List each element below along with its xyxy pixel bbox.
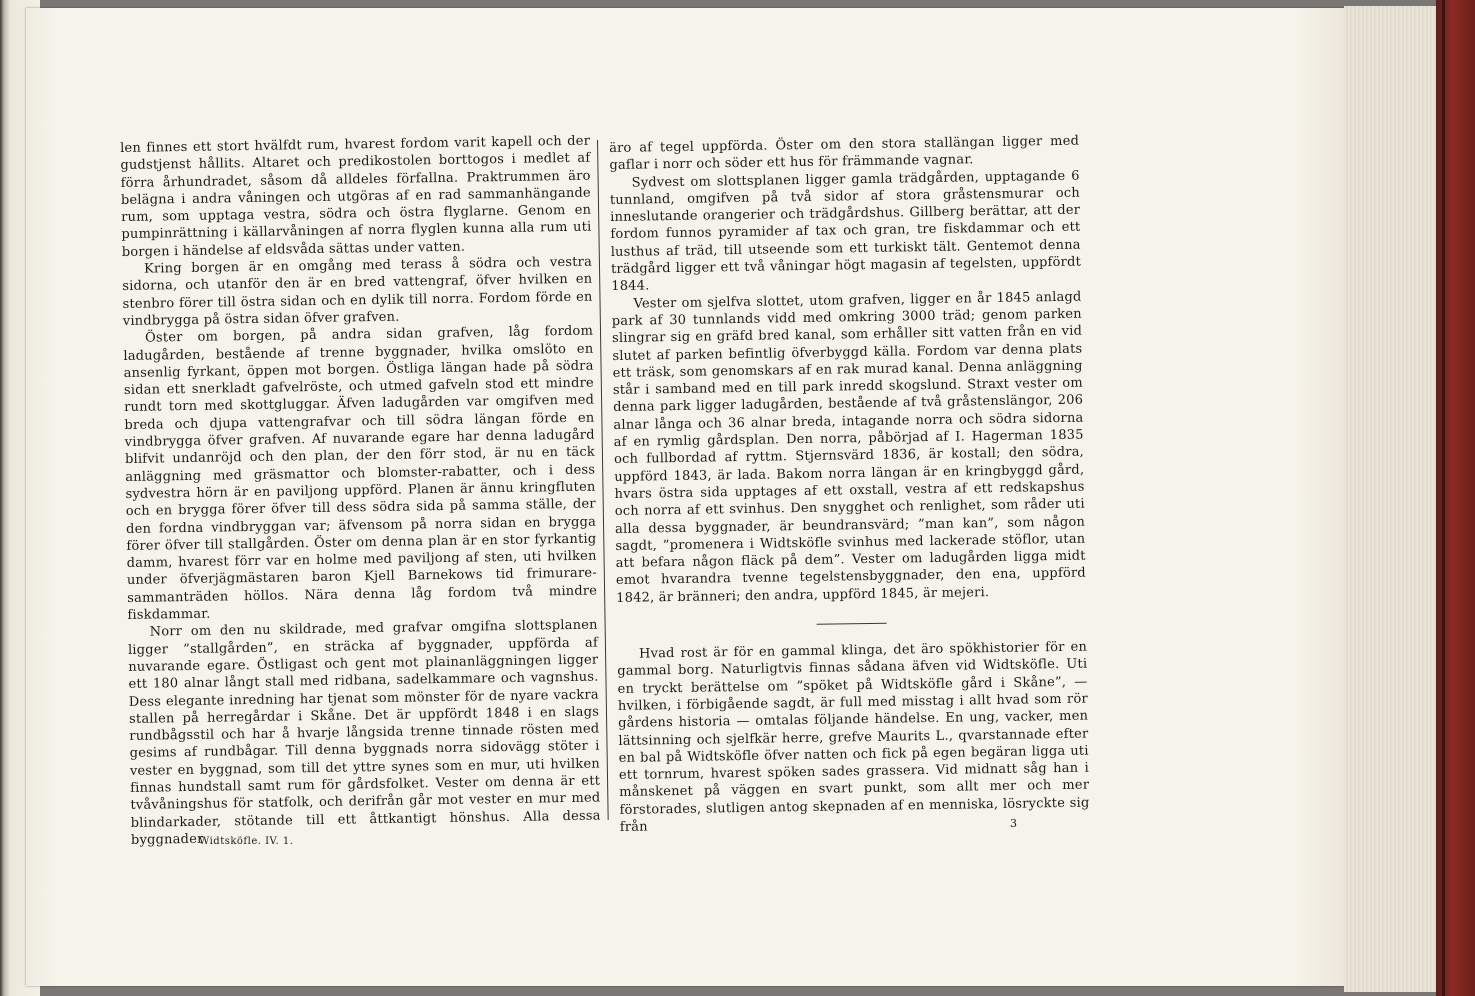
paragraph: Kring borgen är en omgång med terass å södra och vestra sidorna, och utanför den är en bred vattengraf, öfver hvilken en stenbro förer till östra sidan och en dylik till norra. Fordom förde en vindbrygga på östra sidan öfver grafven. — [122, 254, 593, 329]
paragraph: Öster om borgen, på andra sidan grafven, låg fordom ladugården, bestående af trenne byggnader, hvilka omslöto en ansenlig fyrkant, öppen mot borgen. Östliga längan hade på södra sidan ett snerkladt gafvelröste, och utmed gafveln stod ett mindre rundt torn med skottgluggar. Äfven ladugården var omgifven med breda och djupa vattengrafvar och till södra längan förde en vindbrygga öfver grafven. Af nuvarande egare har denna ladugård blifvit undanröjd och den plan, der den förr stod, är nu en täck anläggning med gräsmattor och blomster-rabatter, och i dess sydvestra hörn är en paviljong uppförd. Planen är ännu kringfluten och en brygga förer öfver till dess södra sida på samma ställe, der den fordna vindbryggan var; äfvensom på norra sidan en brygga förer öfver till stallgården. Öster om denna plan är en stor fyrkantig damm, hvarest förr var en holme med paviljong af sten, uti hvilken under öfverjägmästaren baron Kjell Barnekows tid frimurare-sammanträden höllos. Nära denna låg fordom två mindre fiskdammar. — [123, 323, 598, 623]
right-text-column — [609, 133, 1090, 837]
paragraph: Norr om den nu skildrade, med grafvar omgifna slottsplanen ligger ”stallgården”, en sträcka af byggnader, uppförda af nuvarande egare. Östligast och gent mot plainanläggningen ligger ett 180 alnar långt stall med ridbana, sadelkammare och vagnshus. Dess elegante inredning har tjenat som mönster för de nyare vackra stallen på herregårdar i Skåne. Det är uppfördt 1848 i en slags rundbågsstil och har å hvarje långsida trenne tinnade rösten med gesims af rundbågar. Till denna byggnads norra sidovägg stöter i vester en byggnad, som till det yttre synes som en mur, uti hvilken finnas hundstall samt rum för gårdsfolket. Vester om denna är ett tvåvåningshus för statfolk, och derifrån går mot vester en mur med blindarkader, stötande till ett åttkantigt hönshus. Alla dessa byggnader — [127, 617, 601, 848]
section-rule — [817, 623, 887, 625]
signature-mark: Widtsköfle. IV. 1. — [199, 836, 294, 847]
book-cover — [1436, 0, 1475, 996]
paragraph: len finnes ett stort hvälfdt rum, hvarest fordom varit kapell och der gudstjenst hållits. Altaret och predikostolen borttogos i medlet af förra århundradet, såsom då alldeles förfallna. Praktrummen äro belägna i andra våningen och utgöras af en rad sammanhängande rum, som upptaga vestra, södra och östra flyglarne. Genom en pumpinrättning i källarvåningen af norra flyglen kunna alla rum uti borgen i händelse af eldsvåda sättas under vatten. — [120, 133, 592, 260]
paragraph: äro af tegel uppförda. Öster om den stora stallängan ligger med gaflar i norr och söder ett hus för främmande vagnar. — [609, 133, 1080, 174]
left-text-column — [120, 133, 601, 849]
cover-binding-line — [1442, 0, 1445, 996]
paragraph: Vester om sjelfva slottet, utom grafven, ligger en år 1845 anlagd park af 30 tunnlands vidd med omkring 3000 träd; genom parken slingrar sig en gräfd bred kanal, som erhåller sitt vatten från en vid slutet af parken befintlig öfverbyggd källa. Fordom var denna plats ett träsk, som genomskars af en rak murad kanal. Denna anläggning står i samband med en till park inredd skogslund. Straxt vester om denna park ligger ladugården, bestående af två gråstenslängor, 206 alnar långa och 36 alnar breda, intagande norra och södra sidorna af en rymlig gårdsplan. Den norra, påbörjad af I. Hagerman 1835 och fullbordad af ryttm. Stjernsvärd 1836, är kostall; den södra, uppförd 1843, är lada. Bakom norra längan är en kringbyggd gård, hvars östra sida upptages af ett oxstall, vestra af ett redskapshus och norra af ett svinhus. Den snygghet och renlighet, som råder uti alla dessa byggnader, är beundransvärd; ”man kan”, som någon sagdt, ”promenera i Widtsköfle svinhus med lackerade stöflor, utan att befara någon fläck på dem”. Vester om ladugården ligga midt emot hvarandra tvenne tegelstensbyggnader, den ena, uppförd 1842, är bränneri; den andra, uppförd 1845, är mejeri. — [611, 289, 1086, 606]
page-block-edge — [1344, 6, 1439, 992]
paragraph: Hvad rost är för en gammal klinga, det äro spökhistorier för en gammal borg. Naturligtvis finnas sådana äfven vid Widtsköfle. Uti en tryckt berättelse om ”spöket på Widtsköfle gård i Skåne”, — hvilken, i förbigående sagdt, är full med misstag i allt hvad som rör gårdens historia — omtalas följande händelse. En ung, vacker, men lättsinning och sjelfkär herre, grefve Maurits L., qvarstannade efter en bal på Widtsköfle öfver natten och fick på egen begäran ligga uti ett tornrum, hvarest spöken sades grassera. Vid midnatt såg han i månskenet på väggen en svart punkt, som allt mer och mer förstorades, slutligen antog skepnaden af en menniska, lösryckte sig från — [617, 639, 1090, 835]
paragraph: Sydvest om slottsplanen ligger gamla trädgården, upptagande 6 tunnland, omgifven på två sidor af stora gråstensmurar och inneslutande orangerier och trädgårdshus. Gillberg berättar, att der fordom funnos pyramider af tax och gran, tre fiskdammar och ett lusthus af träd, till utseende som ett turkiskt tält. Gentemot denna trädgård ligger ett två våningar högt magasin af tegelsten, uppfördt 1844. — [609, 168, 1082, 295]
page-number: 3 — [1010, 817, 1017, 830]
